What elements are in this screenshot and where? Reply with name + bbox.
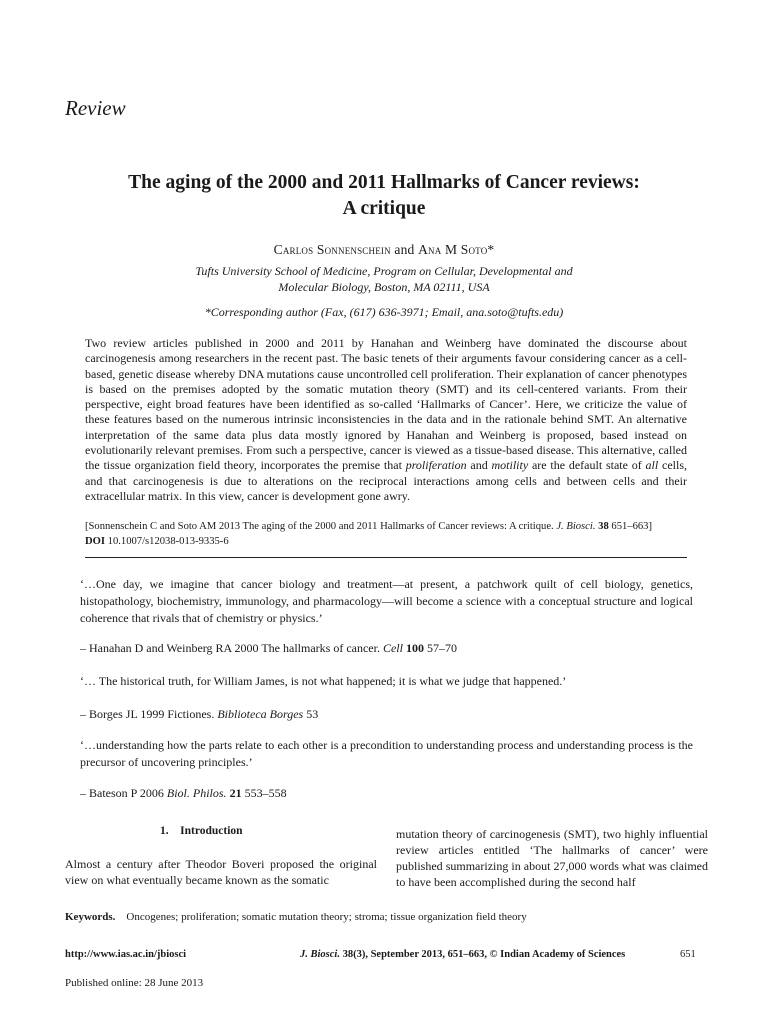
article-title bbox=[60, 170, 708, 222]
epigraph-source bbox=[80, 785, 693, 802]
source-pages: 553–558 bbox=[244, 786, 287, 800]
doi-link[interactable]: 10.1007/s12038-013-9335-6 bbox=[107, 536, 229, 547]
citation-text: [Sonnenschein C and Soto AM 2013 The aging of the 2000 and 2011 Hallmarks of Cancer reviews: A critique. bbox=[85, 521, 557, 532]
journal-details: 38(3), September 2013, 651–663, © Indian Academy of Sciences bbox=[339, 949, 626, 960]
affiliation-line: Tufts University School of Medicine, Program on Cellular, Developmental and bbox=[195, 264, 573, 278]
source-pages: 57–70 bbox=[426, 641, 457, 655]
source-text: – Borges JL 1999 Fictiones. bbox=[80, 707, 218, 721]
source-volume: 100 bbox=[405, 641, 424, 655]
source-pages: 53 bbox=[306, 707, 319, 721]
citation-pages: 651–663] bbox=[611, 521, 652, 532]
affiliation bbox=[60, 263, 708, 295]
citation-journal: J. Biosci. bbox=[556, 521, 596, 532]
abstract-text: Two review articles published in 2000 and 2011 by Hanahan and Weinberg have dominated the discourse about carcinogenesis among researchers in the recent past. The basic tenets of their arguments favour considering cancer as a cell-based, genetic disease whereby DNA mutations cause uncontrolled cell proliferation. Their explanation of cancer phenotypes is based on the premises adopted by the somatic mutation theory (SMT) and its cell-centered variants. From their perspective, eight broad features have been identified as so-called ‘Hallmarks of Cancer’. Here, we criticize the value of these features based on the numerous intrinsic inconsistencies in the data and in the rationale behind SMT. An alternative interpretation of the same data plus data mostly ignored by Hanahan and Weinberg is proposed, based instead on evolutionarily relevant premises. From such a perspective, cancer is viewed as a tissue-based disease. This alternative, called the tissue organization field theory, incorporates the premise that bbox=[85, 336, 687, 473]
citation-volume: 38 bbox=[598, 521, 609, 532]
author-separator: and bbox=[390, 242, 419, 257]
epigraph-quote: ‘…One day, we imagine that cancer biology and treatment—at present, a patchwork quilt of cell biology, genetics, histopathology, biochemistry, immunology, and pharmacology—will become a science with a conceptual structure and logical coherence that rivals that of chemistry or physics.’ bbox=[80, 577, 693, 625]
body-column-right: mutation theory of carcinogenesis (SMT), two highly influential review articles entitled ‘The hallmarks of cancer’ were published summarizing in about 27,000 words what was claimed to have been accomplished during the second half bbox=[396, 827, 708, 889]
epigraph-source bbox=[80, 640, 693, 657]
affiliation-line: Molecular Biology, Boston, MA 02111, USA bbox=[278, 280, 490, 294]
title-line-1: The aging of the 2000 and 2011 Hallmarks of Cancer reviews: bbox=[128, 172, 640, 193]
journal-url[interactable]: http://www.ias.ac.in/jbiosci bbox=[65, 949, 187, 960]
citation bbox=[85, 519, 687, 549]
epigraph-quote: ‘…understanding how the parts relate to each other is a precondition to understanding process and understanding process is the precursor of uncovering principles.’ bbox=[80, 738, 693, 769]
source-journal: Biblioteca Borges bbox=[217, 707, 304, 721]
corresponding-mark: * bbox=[487, 242, 495, 257]
corresponding-author: *Corresponding author (Fax, (617) 636-3971; Email, ana.soto@tufts.edu) bbox=[204, 305, 564, 319]
divider bbox=[85, 557, 687, 558]
source-text: – Bateson P 2006 bbox=[80, 786, 167, 800]
section-heading: 1. Introduction bbox=[160, 825, 243, 837]
author-name: Ana M Soto bbox=[418, 242, 488, 257]
keywords-text: Oncogenes; proliferation; somatic mutation theory; stroma; tissue organization field theory bbox=[126, 911, 527, 923]
abstract-emphasis: motility bbox=[491, 458, 529, 473]
journal-name: J. Biosci. bbox=[300, 949, 340, 960]
keywords-label: Keywords. bbox=[65, 911, 116, 923]
source-journal: Biol. Philos. bbox=[166, 786, 227, 800]
section-label: Review bbox=[65, 96, 126, 120]
author-list bbox=[60, 242, 708, 258]
source-text: – Hanahan D and Weinberg RA 2000 The hallmarks of cancer. bbox=[80, 641, 383, 655]
abstract-emphasis: all bbox=[645, 458, 659, 473]
doi-label: DOI bbox=[85, 536, 106, 547]
source-volume: 21 bbox=[229, 786, 242, 800]
epigraph-source bbox=[80, 706, 693, 723]
abstract bbox=[85, 336, 687, 504]
body-column-left: Almost a century after Theodor Boveri proposed the original view on what eventually became known as the somatic bbox=[65, 857, 377, 887]
keywords bbox=[65, 911, 527, 923]
abstract-emphasis: proliferation bbox=[405, 458, 467, 473]
published-date: Published online: 28 June 2013 bbox=[65, 977, 204, 989]
abstract-text: cells, and that carcinogenesis is due to alterations on the reciprocal interactions among cells and between cells and their extracellular matrix. In this view, cancer is development gone awry. bbox=[85, 458, 687, 503]
abstract-text: and bbox=[466, 458, 492, 473]
source-journal: Cell bbox=[382, 641, 403, 655]
author-name: Carlos Sonnenschein bbox=[273, 242, 391, 257]
page-number: 651 bbox=[680, 949, 696, 960]
journal-info bbox=[300, 949, 625, 960]
abstract-text: are the default state of bbox=[528, 458, 646, 473]
title-line-2: A critique bbox=[342, 198, 426, 219]
epigraph-quote: ‘… The historical truth, for William James, is not what happened; it is what we judge that happened.’ bbox=[80, 674, 567, 688]
